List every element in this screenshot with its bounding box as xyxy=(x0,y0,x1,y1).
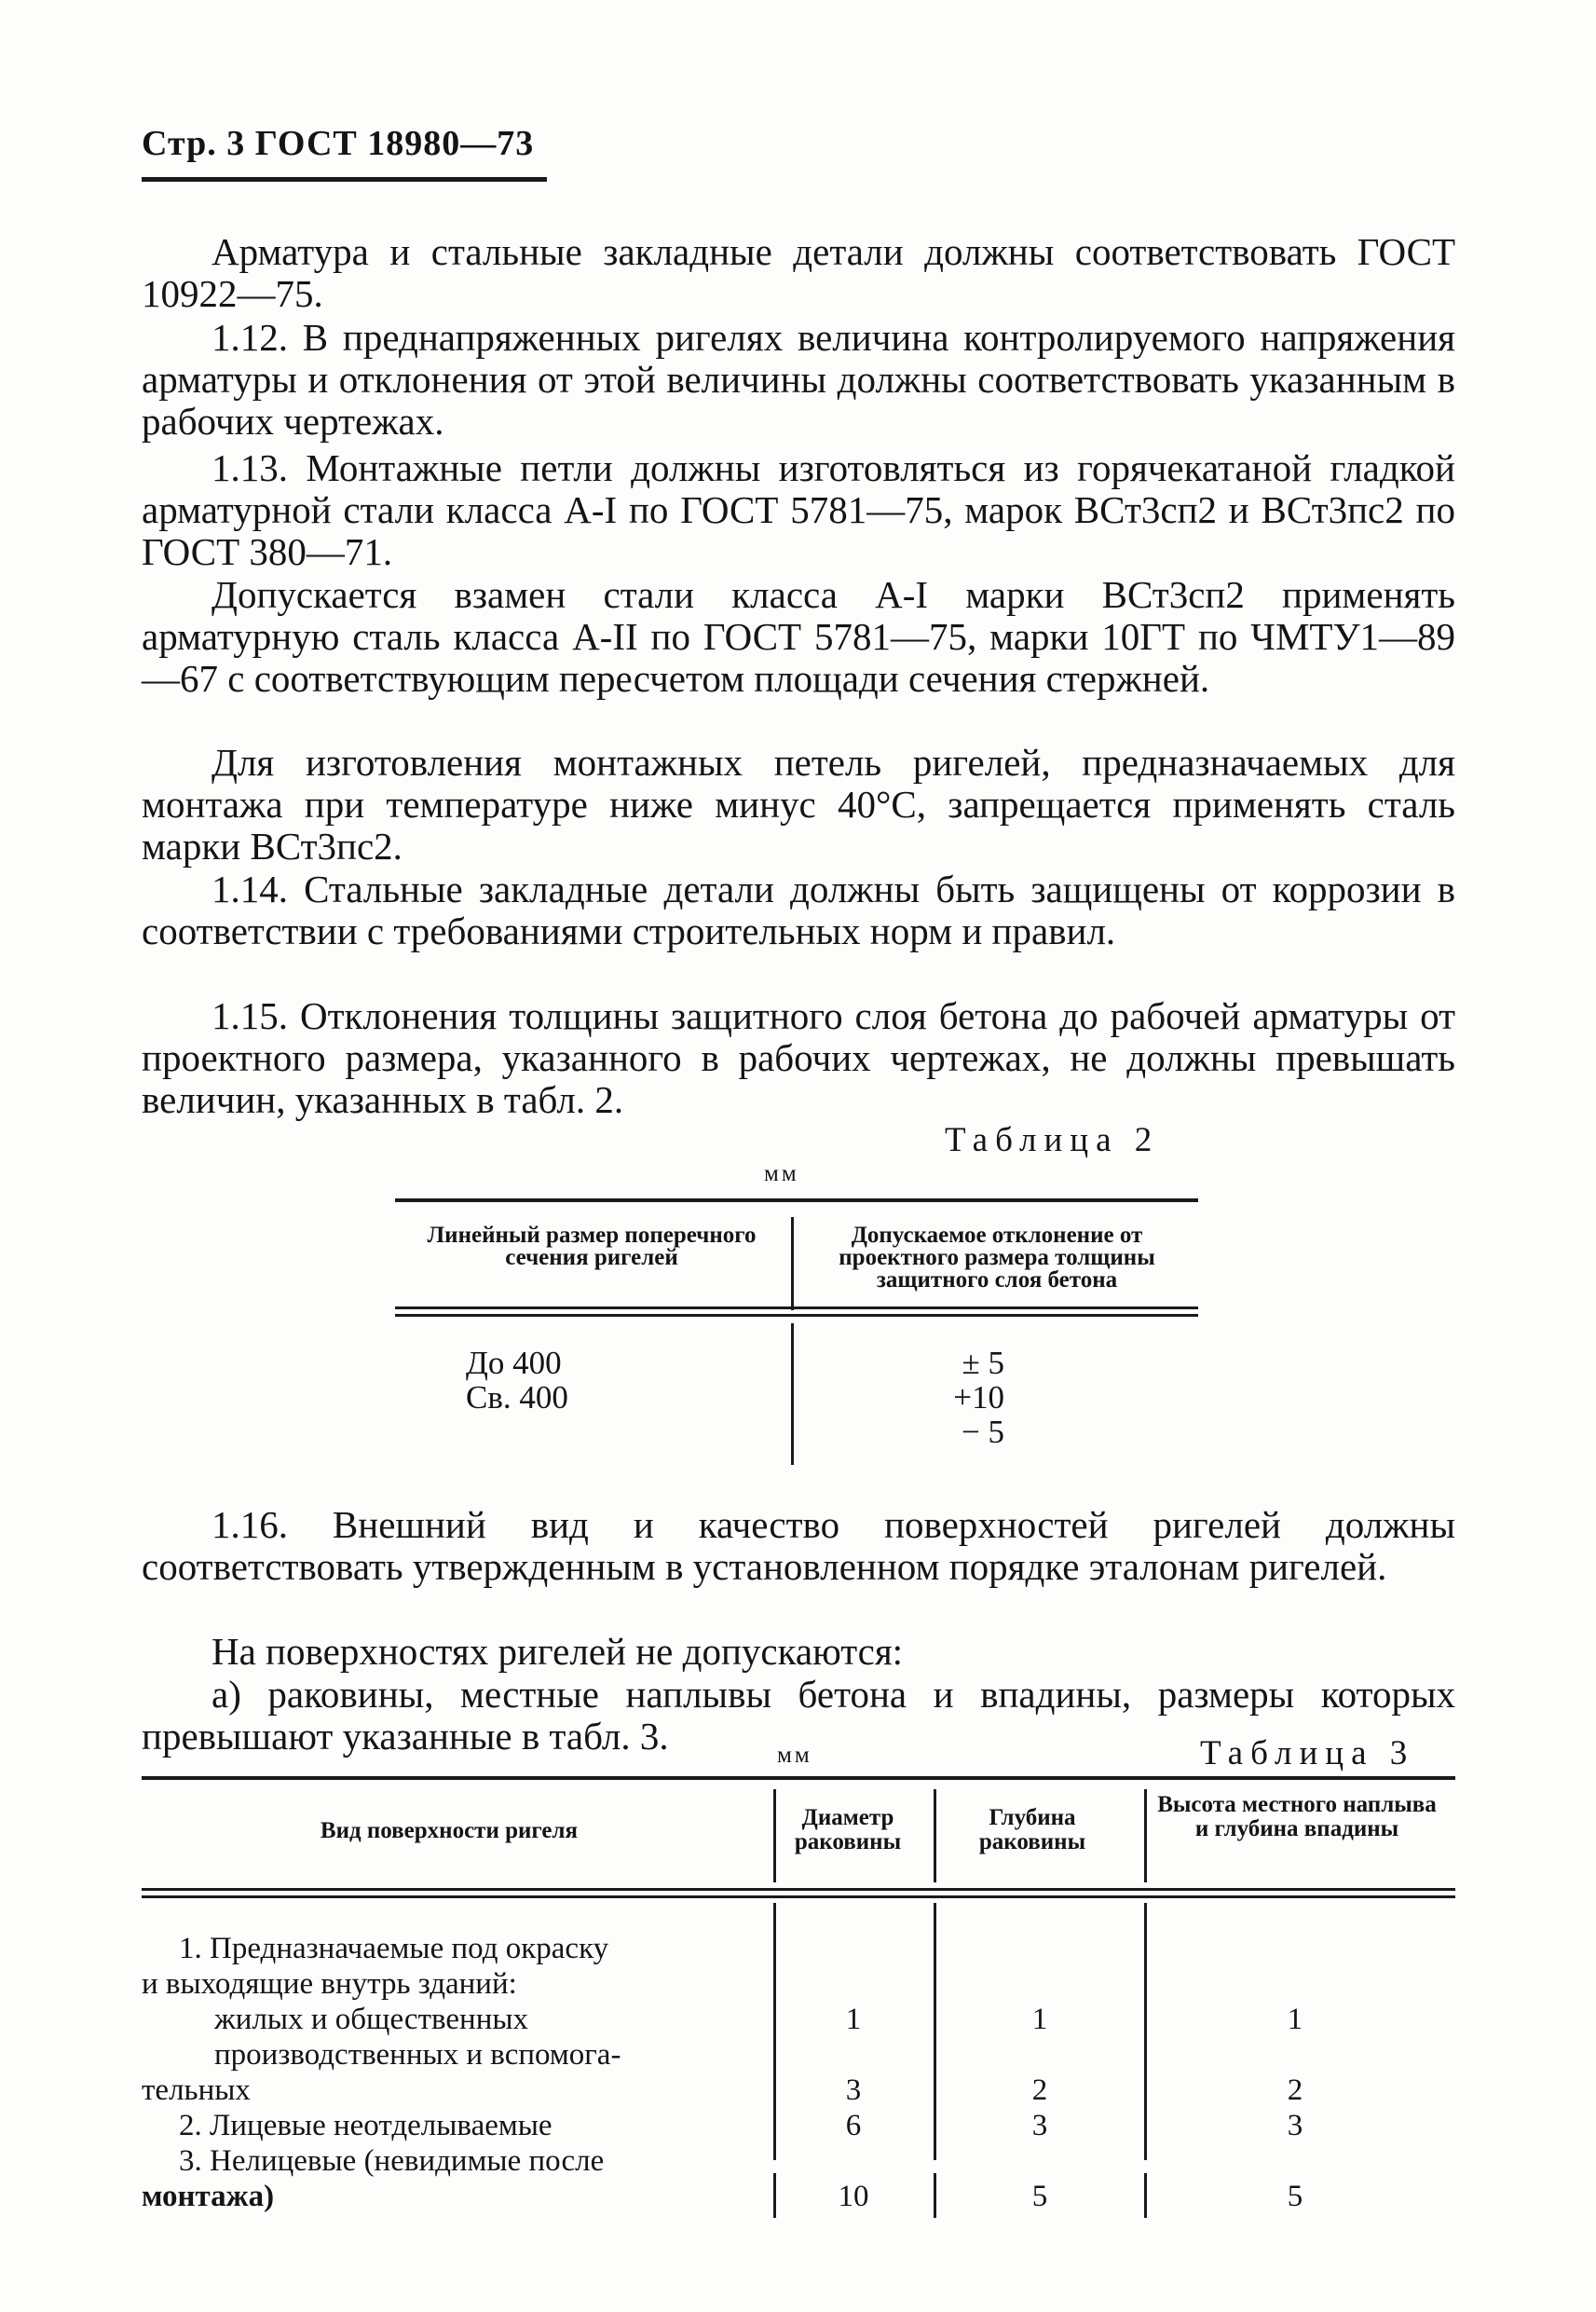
paragraph-item-a: а) раковины, местные наплывы бетона и впадины, размеры которых превышают указанные в табл. 3. xyxy=(142,1673,1455,1758)
header-rule xyxy=(142,177,547,182)
paragraph-1-13: 1.13. Монтажные петли должны изготовляться из горячекатаной гладкой арматурной стали класса А-I по ГОСТ 5781—75, марок ВСт3сп2 и ВСт3пс2 по ГОСТ 380—71. xyxy=(142,446,1455,573)
table3-tail-divider-1 xyxy=(773,2173,776,2218)
table-row xyxy=(142,2179,1455,2216)
table2-header-rule-double xyxy=(395,1314,1198,1317)
table2-header-rule xyxy=(395,1306,1198,1309)
table2-header-row xyxy=(395,1224,1198,1297)
table3-row-label: жилых и общественных xyxy=(214,2003,529,2036)
paragraph-1-14: 1.14. Стальные закладные детали должны быть защищены от коррозии в соответствии с требованиями строительных норм и правил. xyxy=(142,868,1455,952)
table2-body-divider xyxy=(791,1323,794,1465)
table-3 xyxy=(142,1776,1455,2178)
table3-header-surface: Вид поверхности ригеля xyxy=(320,1818,579,1843)
paragraph-substitution: Допускается взамен стали класса А-I марки ВСт3сп2 применять арматурную сталь класса А-II по ГОСТ 5781—75, марки 10ГТ по ЧМТУ1—89—67 с соответствующим пересчетом площади сечения стержней. xyxy=(142,573,1455,700)
table3-tail-divider-2 xyxy=(934,2173,936,2218)
paragraph-1-16: 1.16. Внешний вид и качество поверхностей ригелей должны соответствовать утвержденным в установленном порядке эталонам ригелей. xyxy=(142,1503,1455,1588)
table2-size-cell: До 400 xyxy=(466,1345,562,1381)
table3-header-height: Высота местного наплыва и глубина впадины xyxy=(1157,1792,1437,1841)
table2-deviation-cell-minus: − 5 xyxy=(962,1414,1004,1450)
table3-tail-divider-3 xyxy=(1144,2173,1147,2218)
table3-header-rule xyxy=(142,1888,1455,1891)
table3-divider-2 xyxy=(934,1789,936,1882)
table-row xyxy=(142,2073,1455,2108)
table3-header-diameter: Диаметр раковины xyxy=(794,1805,902,1854)
table-row xyxy=(142,2143,1455,2179)
table3-row-label: 1. Предназначаемые под окраску xyxy=(179,1932,609,1965)
table3-divider-1 xyxy=(773,1789,776,1882)
table3-depth-cell: 5 xyxy=(1031,2180,1048,2213)
paragraph-armature: Арматура и стальные закладные детали должны соответствовать ГОСТ 10922—75. xyxy=(142,230,1455,315)
table3-height-cell: 3 xyxy=(1287,2109,1303,2142)
table3-diameter-cell: 10 xyxy=(838,2180,869,2213)
paragraph-1-15: 1.15. Отклонения толщины защитного слоя бетона до рабочей арматуры от проектного размера, указанного в рабочих чертежах, не должны превышать величин, указанных в табл. 2. xyxy=(142,994,1455,1121)
table2-deviation-cell: ± 5 xyxy=(962,1345,1004,1381)
table3-depth-cell: 1 xyxy=(1031,2003,1048,2036)
table3-row-label: монтажа) xyxy=(142,2180,275,2213)
table-2 xyxy=(395,1198,1198,1478)
table3-diameter-cell: 3 xyxy=(845,2073,862,2107)
paragraph-1-12: 1.12. В преднапряженных ригелях величина контролируемого напряжения арматуры и отклонения от этой величины должны соответствовать указанным в рабочих чертежах. xyxy=(142,316,1455,443)
table3-height-cell: 1 xyxy=(1287,2003,1303,2036)
table3-row-label: 2. Лицевые неотделываемые xyxy=(179,2109,552,2142)
table3-header-rule-double xyxy=(142,1895,1455,1898)
table2-size-cell: Св. 400 xyxy=(466,1379,568,1416)
table-row xyxy=(142,2037,1455,2073)
table3-depth-cell: 3 xyxy=(1031,2109,1048,2142)
table2-size-column xyxy=(466,1346,568,1415)
table3-height-cell: 5 xyxy=(1287,2180,1303,2213)
table3-depth-cell: 2 xyxy=(1031,2073,1048,2107)
table-row xyxy=(142,1966,1455,2002)
table3-row-label: и выходящие внутрь зданий: xyxy=(142,1967,517,2001)
table3-row-label: 3. Нелицевые (невидимые после xyxy=(179,2144,605,2178)
paragraph-not-allowed: На поверхностях ригелей не допускаются: xyxy=(211,1630,904,1673)
table3-diameter-cell: 1 xyxy=(845,2003,862,2036)
table2-top-rule xyxy=(395,1198,1198,1202)
table3-divider-3 xyxy=(1144,1789,1147,1882)
table3-row-label: тельных xyxy=(142,2073,251,2107)
table3-height-cell: 2 xyxy=(1287,2073,1303,2107)
table3-top-rule xyxy=(142,1776,1455,1780)
table2-col2-header: Допускаемое отклонение от проектного размера толщины защитного слоя бетона xyxy=(839,1223,1155,1293)
table2-deviation-cell: +10 xyxy=(953,1379,1004,1416)
table2-deviation-column xyxy=(906,1346,1004,1449)
table3-diameter-cell: 6 xyxy=(845,2109,862,2142)
table2-header-divider xyxy=(791,1217,794,1310)
table3-unit: мм xyxy=(777,1743,812,1768)
table3-row-label: производственных и вспомога- xyxy=(214,2038,621,2072)
table3-caption: Таблица 3 xyxy=(1200,1734,1415,1772)
paragraph-mounting-loops: Для изготовления монтажных петель ригелей, предназначаемых для монтажа при температуре ниже минус 40°С, запрещается применять сталь марки ВСт3пс2. xyxy=(142,741,1455,868)
table2-col1-header: Линейный размер поперечного сечения ригелей xyxy=(427,1223,757,1270)
table-row xyxy=(142,2108,1455,2143)
table-row xyxy=(142,2002,1455,2037)
table3-header-depth: Глубина раковины xyxy=(978,1805,1086,1854)
table2-unit: мм xyxy=(764,1161,799,1186)
table2-caption: Таблица 2 xyxy=(945,1121,1160,1159)
table-row xyxy=(142,1931,1455,1966)
page-header: Стр. 3 ГОСТ 18980—73 xyxy=(142,124,535,163)
